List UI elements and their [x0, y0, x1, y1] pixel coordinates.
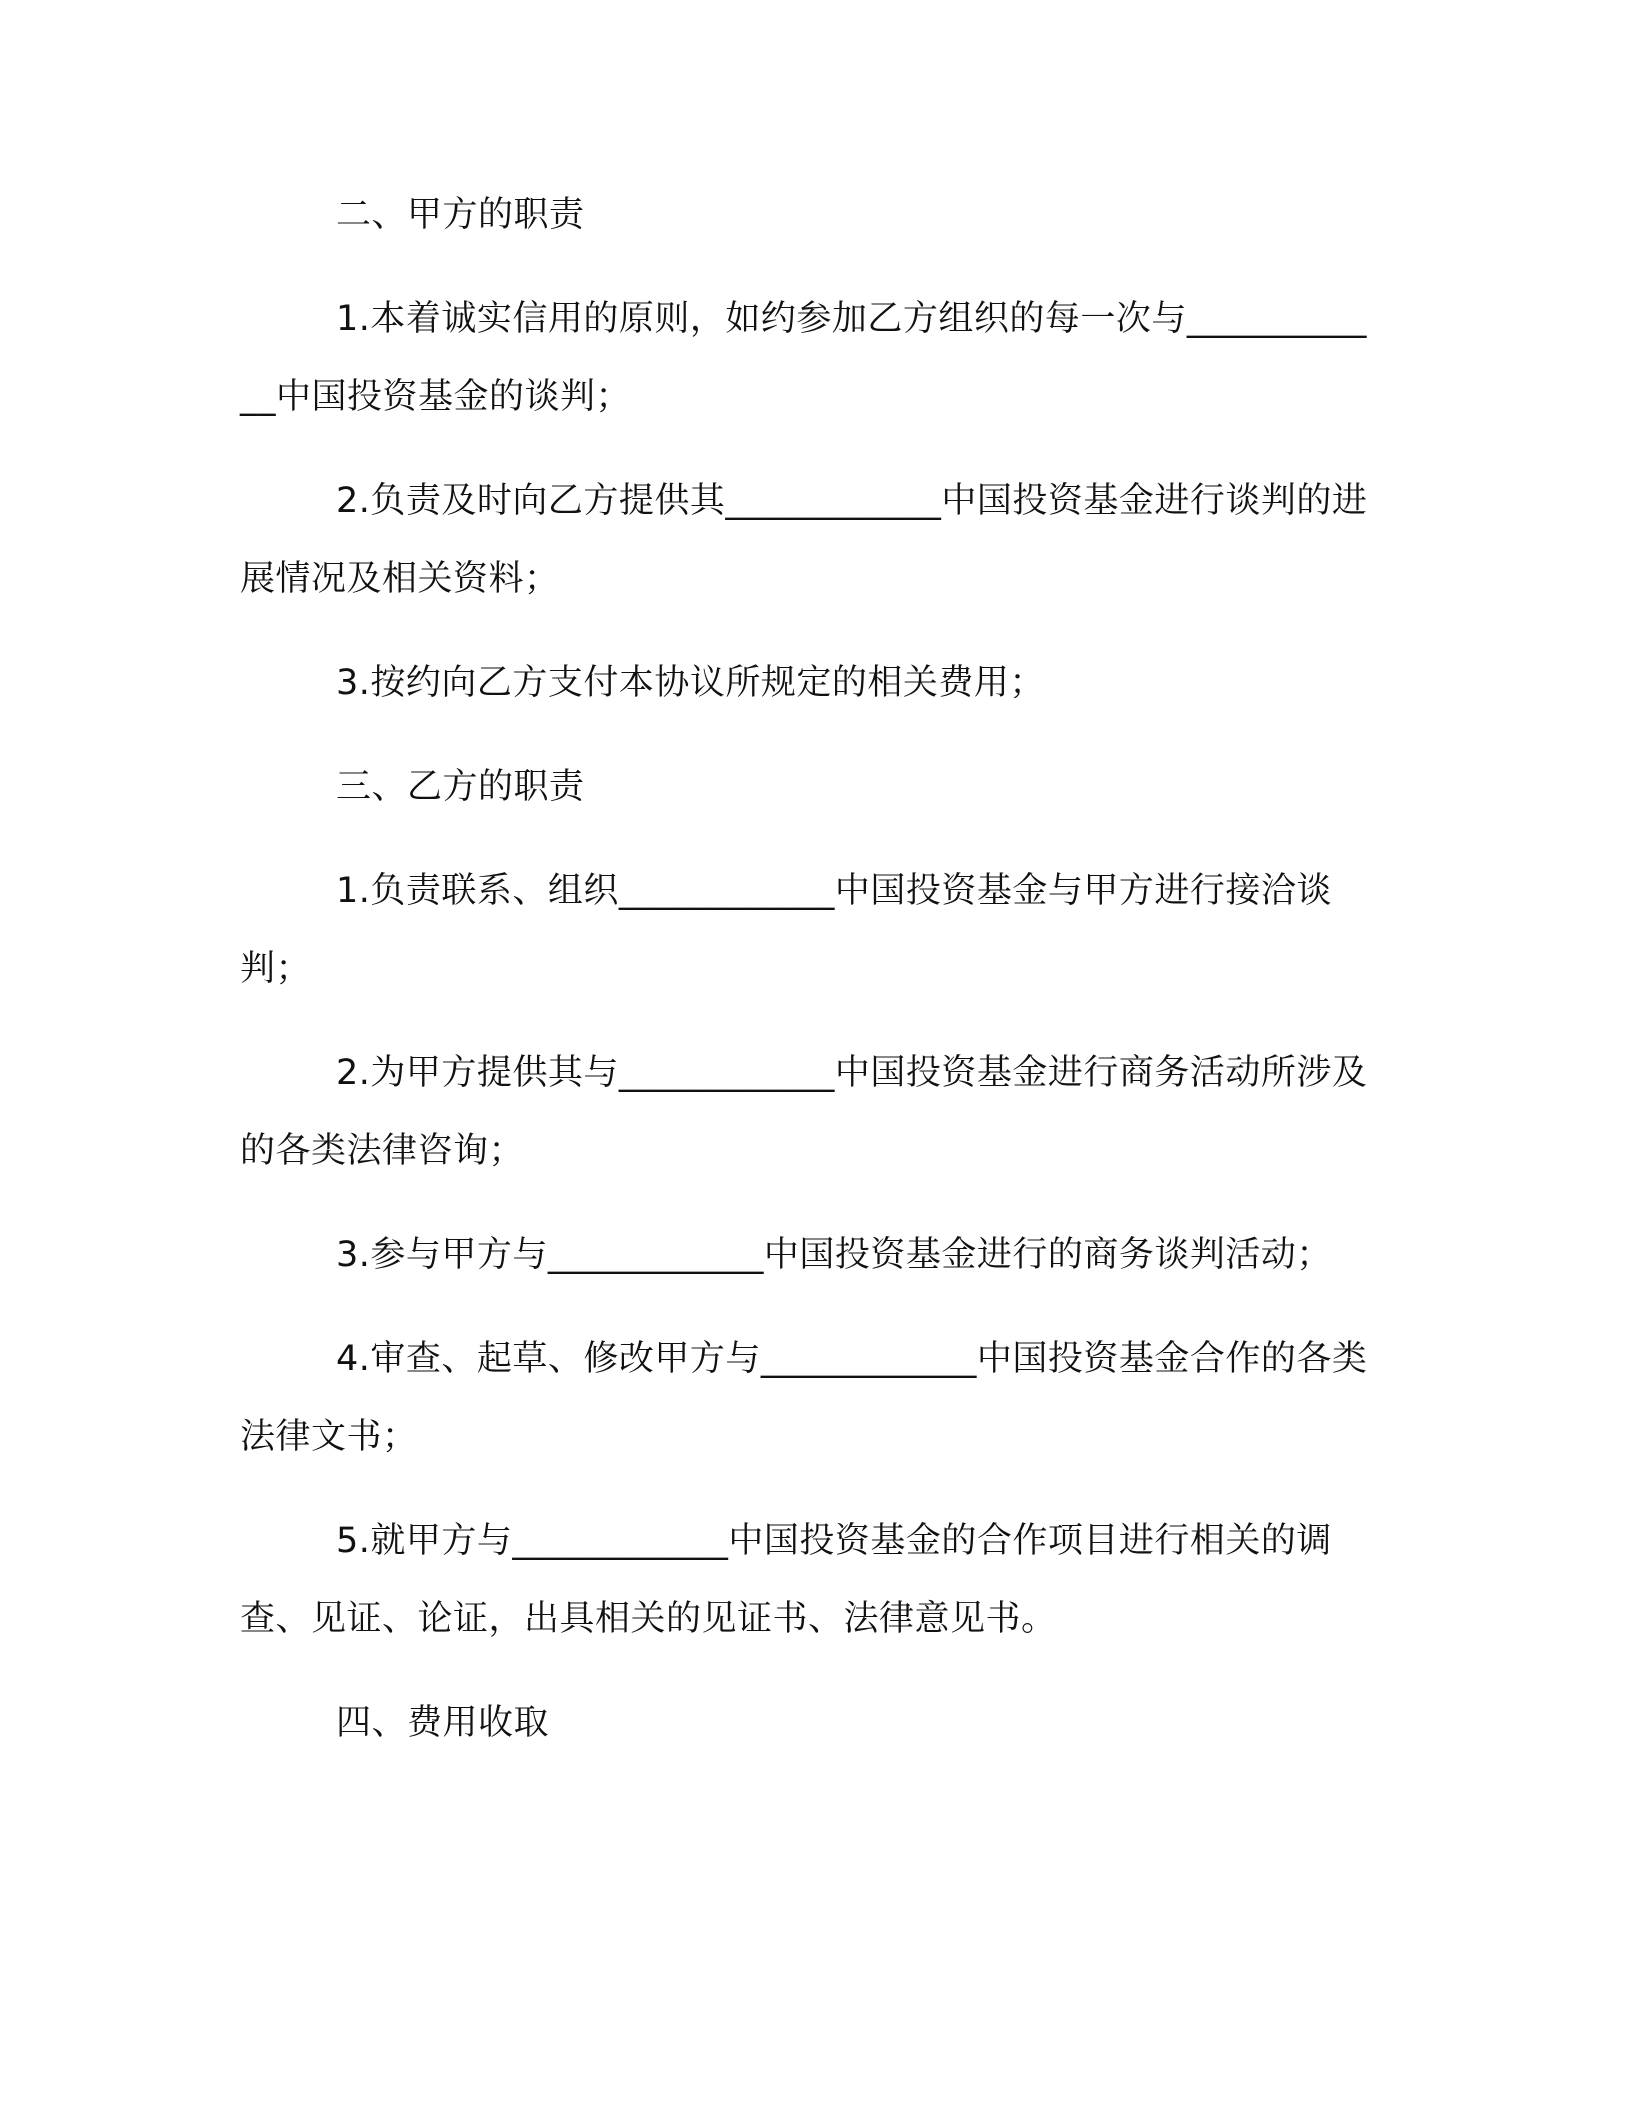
section-heading-party-b-duties: 三、乙方的职责	[336, 767, 585, 807]
section-heading-fees: 四、费用收取	[336, 1703, 550, 1743]
party-b-duty-5: 5.就甲方与____________中国投资基金的合作项目进行相关的调查、见证、论证，出具相关的见证书、法律意见书。	[240, 1521, 1332, 1639]
party-a-duty-2: 2.负责及时向乙方提供其____________中国投资基金进行谈判的进展情况及相关资料；	[240, 481, 1368, 599]
party-b-duty-3: 3.参与甲方与____________中国投资基金进行的商务谈判活动；	[336, 1235, 1332, 1275]
party-b-duty-2: 2.为甲方提供其与____________中国投资基金进行商务活动所涉及的各类法律咨询；	[240, 1053, 1368, 1171]
party-a-duty-3: 3.按约向乙方支付本协议所规定的相关费用；	[336, 663, 1045, 703]
party-b-duty-1: 1.负责联系、组织____________中国投资基金与甲方进行接洽谈判；	[240, 871, 1332, 989]
party-b-duty-4: 4.审查、起草、修改甲方与____________中国投资基金合作的各类法律文书；	[240, 1339, 1368, 1457]
section-heading-party-a-duties: 二、甲方的职责	[336, 195, 585, 235]
document-body	[240, 176, 1370, 1788]
party-a-duty-1: 1.本着诚实信用的原则，如约参加乙方组织的每一次与____________中国投资基金的谈判；	[240, 299, 1367, 417]
